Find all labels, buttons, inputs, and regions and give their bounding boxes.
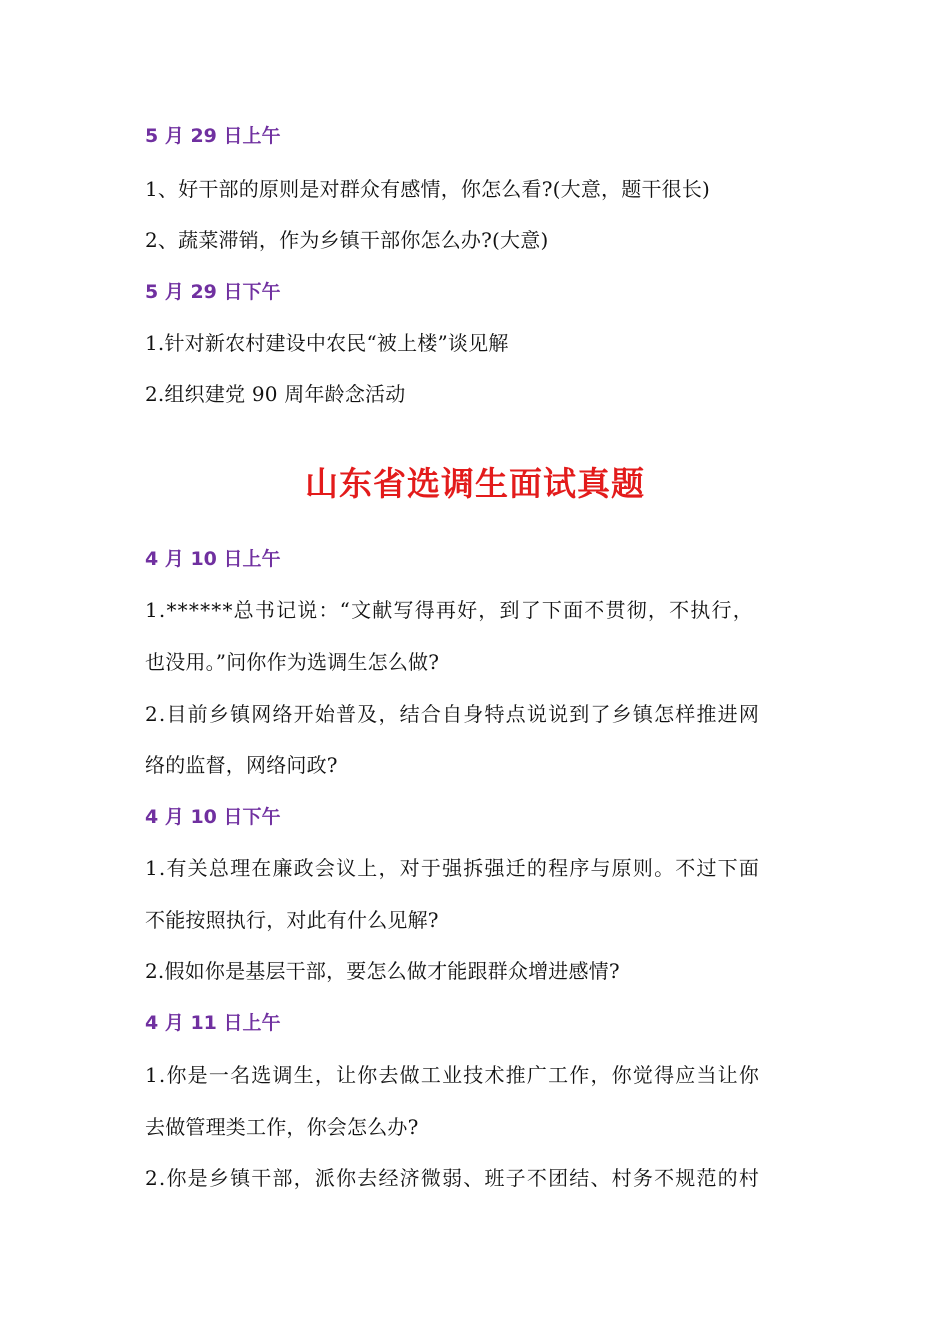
question-text: 1.你是一名选调生，让你去做工业技术推广工作，你觉得应当让你 xyxy=(145,1063,761,1087)
heading-may29-am: 5 月 29 日上午 xyxy=(145,125,281,147)
question-text: 2.目前乡镇网络开始普及，结合自身特点说说到了乡镇怎样推进网 xyxy=(145,702,761,726)
question-text: 1、好干部的原则是对群众有感情，你怎么看?(大意，题干很长) xyxy=(145,177,711,201)
page-title: 山东省选调生面试真题 xyxy=(305,464,645,503)
question-text: 2.假如你是基层干部，要怎么做才能跟群众增进感情? xyxy=(145,959,620,983)
heading-apr10-am: 4 月 10 日上午 xyxy=(145,548,281,570)
heading-apr10-pm: 4 月 10 日下午 xyxy=(145,806,281,828)
heading-apr11-am: 4 月 11 日上午 xyxy=(145,1012,281,1034)
question-text: 1.针对新农村建设中农民“被上楼”谈见解 xyxy=(145,331,509,355)
heading-may29-pm: 5 月 29 日下午 xyxy=(145,281,281,303)
question-text: 络的监督，网络问政? xyxy=(145,753,338,777)
question-text: 2、蔬菜滞销，作为乡镇干部你怎么办?(大意) xyxy=(145,228,549,252)
question-text: 2.组织建党 90 周年龄念活动 xyxy=(145,382,406,406)
question-text: 1.有关总理在廉政会议上，对于强拆强迁的程序与原则。不过下面 xyxy=(145,856,761,880)
question-text: 也没用。”问你作为选调生怎么做? xyxy=(145,650,440,674)
question-text: 去做管理类工作，你会怎么办? xyxy=(145,1115,419,1139)
question-text: 不能按照执行，对此有什么见解? xyxy=(145,908,439,932)
question-text: 2.你是乡镇干部，派你去经济微弱、班子不团结、村务不规范的村 xyxy=(145,1166,761,1190)
question-text: 1.******总书记说：“文献写得再好，到了下面不贯彻，不执行， xyxy=(145,598,754,622)
